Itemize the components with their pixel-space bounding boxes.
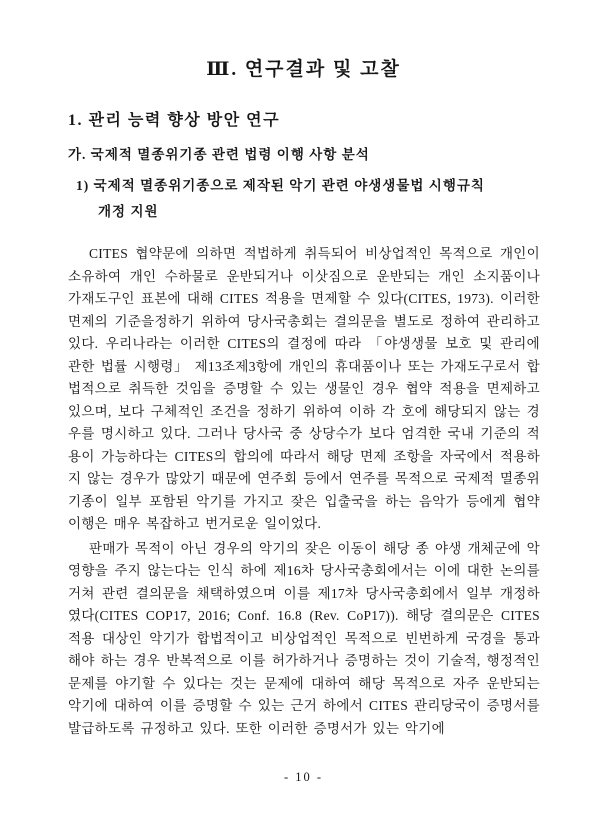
section-heading-3-line1: 1) 국제적 멸종위기종으로 제작된 악기 관련 야생생물법 시행규칙: [76, 178, 485, 193]
section-heading-1: 1. 관리 능력 향상 방안 연구: [68, 112, 281, 129]
section-heading-3: [76, 176, 607, 222]
body-text: [68, 243, 540, 740]
page-number: - 10 -: [283, 770, 324, 784]
section-heading-3-line2: 개정 지원: [98, 204, 159, 219]
page-title: Ⅲ. 연구결과 및 고찰: [206, 59, 401, 80]
body-paragraph: 판매가 목적이 아닌 경우의 악기의 잦은 이동이 해당 종 야생 개체군에 악영향을 주지 않는다는 인식 하에 제16차 당사국총회에서는 이에 대한 논의를 거쳐 관련 결의문을 채택하였으며 이를 제17차 당사국총회에서 일부 개정하였다(CITES COP17, 2016; Conf. 16.8 (Rev. CoP17)). 해당 결의문은 CITES 적용 대상인 악기가 합법적이고 비상업적인 목적으로 빈번하게 국경을 통과해야 하는 경우 반복적으로 이를 허가하거나 증명하는 것이 기술적, 행정적인 문제를 야기할 수 있다는 것는 문제에 대하여 해당 목적으로 자주 운반되는 악기에 대하여 이를 증명할 수 있는 근거 하에서 CITES 관리당국이 증명서를 발급하도록 규정하고 있다. 또한 이러한 증명서가 있는 악기에: [68, 540, 540, 736]
body-paragraph: CITES 협약문에 의하면 적법하게 취득되어 비상업적인 목적으로 개인이 소유하여 개인 수하물로 운반되거나 이삿짐으로 운반되는 개인 소지품이나 가재도구인 표본에 대해 CITES 적용을 면제할 수 있다(CITES, 1973). 이러한 면제의 기준을정하기 위하여 당사국총회는 결의문을 별도로 정하여 관리하고 있다. 우리나라는 이러한 CITES의 결정에 따라 「야생생물 보호 및 관리에 관한 법률 시행령」 제13조제3항에 개인의 휴대품이나 또는 가재도구로서 합법적으로 취득한 것임을 증명할 수 있는 생물인 경우 협약 적용을 면제하고 있으며, 보다 구체적인 조건을 정하기 위하여 이하 각 호에 해당되지 않는 경우를 명시하고 있다. 그러나 당사국 중 상당수가 보다 엄격한 국내 기준의 적용이 가능하다는 CITES의 합의에 따라서 해당 면제 조항을 자국에서 적용하지 않는 경우가 많았기 때문에 연주회 등에서 연주를 목적으로 국제적 멸종위기종이 일부 포함된 악기를 가지고 잦은 입출국을 하는 음악가 등에게 협약 이행은 매우 복잡하고 번거로운 일이었다.: [68, 246, 540, 531]
section-heading-2: 가. 국제적 멸종위기종 관련 법령 이행 사항 분석: [68, 147, 370, 162]
